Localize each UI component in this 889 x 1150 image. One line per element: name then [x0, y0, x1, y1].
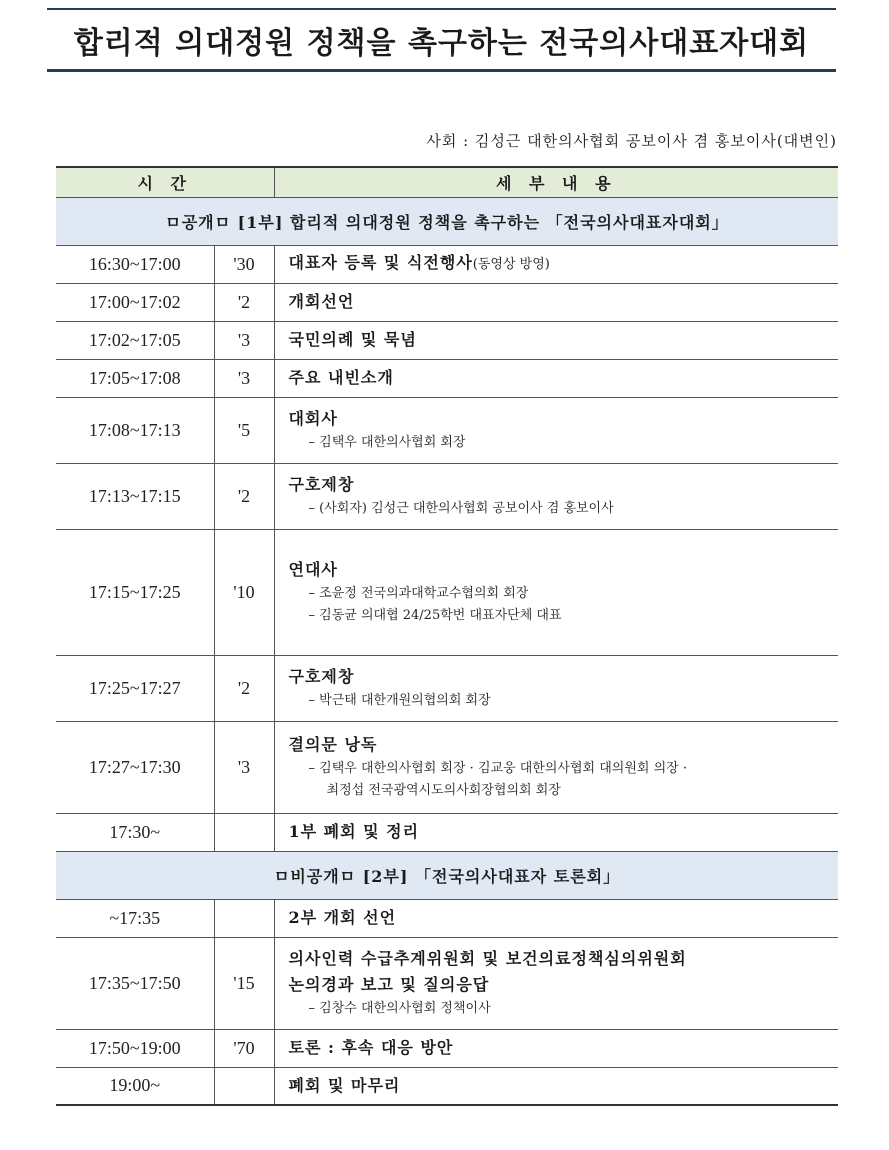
duration-cell: '30: [214, 245, 274, 283]
time-cell: 19:00~: [56, 1067, 214, 1105]
time-cell: 17:50~19:00: [56, 1029, 214, 1067]
speaker-line: – 김택우 대한의사협회 회장: [308, 435, 466, 450]
speaker-line: – 조윤정 전국의과대학교수협의회 회장: [308, 586, 529, 601]
item-title-text: 폐회 및 마무리: [288, 1075, 401, 1095]
table-row: [56, 899, 838, 937]
item-title: [289, 250, 839, 278]
duration-cell: '3: [214, 359, 274, 397]
speaker-line: – 김택우 대한의사협회 회장 · 김교웅 대한의사협회 대의원회 의장 ·: [308, 761, 687, 776]
content-cell: [274, 283, 838, 321]
item-title-text: 국민의례 및 묵념: [288, 330, 417, 349]
table-row: [56, 721, 838, 813]
duration-cell: [214, 813, 274, 851]
table-row: [56, 359, 838, 397]
duration-cell: '5: [214, 397, 274, 463]
time-cell: 17:25~17:27: [56, 655, 214, 721]
item-title-text: 토론 : 후속 대응 방안: [288, 1038, 454, 1057]
section-label: ㅁ비공개ㅁ [2부] 「전국의사대표자 토론회」: [56, 851, 838, 899]
time-cell: ~17:35: [56, 899, 214, 937]
item-title-text: 주요 내빈소개: [288, 368, 394, 387]
speaker-line: – (사회자) 김성근 대한의사협회 공보이사 겸 홍보이사: [308, 501, 614, 516]
duration-cell: '10: [214, 529, 274, 655]
item-title-line2: 논의경과 보고 및 질의응답: [288, 975, 490, 994]
item-title: [289, 406, 839, 432]
content-cell: [274, 359, 838, 397]
content-cell: [274, 655, 838, 721]
item-title-text: 대표자 등록 및 식전행사: [288, 253, 473, 272]
table-row: [56, 283, 838, 321]
item-title-text: 2부 개회 선언: [288, 908, 397, 927]
content-cell: [274, 245, 838, 283]
item-title-text: 연대사: [288, 560, 338, 579]
duration-cell: '2: [214, 463, 274, 529]
speaker-line: – 김창수 대한의사협회 정책이사: [308, 1001, 491, 1016]
item-title-text: 대회사: [288, 409, 338, 428]
table-row: [56, 245, 838, 283]
header-time: 시 간: [56, 167, 274, 197]
table-row: [56, 1029, 838, 1067]
item-title-text: 개회선언: [288, 292, 355, 311]
content-cell: [274, 899, 838, 937]
time-cell: 17:13~17:15: [56, 463, 214, 529]
duration-cell: '3: [214, 321, 274, 359]
content-cell: [274, 937, 838, 1029]
table-header-row: [56, 167, 838, 197]
item-title-text: 구호제창: [288, 475, 355, 494]
content-cell: [274, 321, 838, 359]
item-title-text: 의사인력 수급추계위원회 및 보건의료정책심의위원회: [288, 949, 687, 968]
time-cell: 17:15~17:25: [56, 529, 214, 655]
time-cell: 17:27~17:30: [56, 721, 214, 813]
host-line: 사회 : 김성근 대한의사협회 공보이사 겸 홍보이사(대변인): [426, 132, 837, 150]
table-row: [56, 937, 838, 1029]
table-row: [56, 813, 838, 851]
time-cell: 17:30~: [56, 813, 214, 851]
table-row: [56, 397, 838, 463]
content-cell: [274, 813, 838, 851]
item-title: [289, 289, 839, 315]
item-title: [289, 1035, 839, 1061]
speaker-line: – 박근태 대한개원의협의회 회장: [308, 693, 491, 708]
duration-cell: '2: [214, 283, 274, 321]
item-title: [289, 732, 839, 758]
content-cell: [274, 529, 838, 655]
item-title-text: 구호제창: [288, 667, 355, 686]
content-cell: [274, 1067, 838, 1105]
time-cell: 17:35~17:50: [56, 937, 214, 1029]
time-cell: 16:30~17:00: [56, 245, 214, 283]
time-cell: 17:00~17:02: [56, 283, 214, 321]
section-header-row: [56, 197, 838, 245]
content-cell: [274, 1029, 838, 1067]
item-title: [289, 327, 839, 353]
item-title-text: 결의문 낭독: [288, 735, 378, 754]
item-title: [289, 557, 839, 583]
page-title: 합리적 의대정원 정책을 촉구하는 전국의사대표자대회: [73, 25, 810, 61]
header-detail: 세 부 내 용: [274, 167, 838, 197]
section-header-row: [56, 851, 838, 899]
duration-cell: '15: [214, 937, 274, 1029]
speaker-line: 최정섭 전국광역시도의사회장협의회 회장: [326, 783, 561, 798]
item-title: [289, 365, 839, 391]
duration-cell: '2: [214, 655, 274, 721]
table-row: [56, 529, 838, 655]
table-row: [56, 321, 838, 359]
content-cell: [274, 463, 838, 529]
duration-cell: [214, 899, 274, 937]
duration-cell: '70: [214, 1029, 274, 1067]
duration-cell: '3: [214, 721, 274, 813]
table-row: [56, 463, 838, 529]
section-label: ㅁ공개ㅁ [1부] 합리적 의대정원 정책을 촉구하는 「전국의사대표자대회」: [56, 197, 838, 245]
item-title-text: 1부 폐회 및 정리: [288, 822, 420, 841]
speaker-line: – 김동균 의대협 24/25학번 대표자단체 대표: [308, 608, 562, 623]
schedule-table: [56, 166, 838, 1106]
table-row: [56, 1067, 838, 1105]
item-title: [289, 905, 839, 931]
content-cell: [274, 721, 838, 813]
item-title: [289, 664, 839, 690]
time-cell: 17:05~17:08: [56, 359, 214, 397]
item-title: [289, 1073, 839, 1099]
item-note: (동영상 방영): [472, 257, 550, 272]
title-banner: [47, 8, 836, 72]
item-title: [289, 472, 839, 498]
time-cell: 17:02~17:05: [56, 321, 214, 359]
duration-cell: [214, 1067, 274, 1105]
table-row: [56, 655, 838, 721]
time-cell: 17:08~17:13: [56, 397, 214, 463]
item-title: [289, 819, 839, 845]
content-cell: [274, 397, 838, 463]
item-title: [289, 946, 839, 972]
